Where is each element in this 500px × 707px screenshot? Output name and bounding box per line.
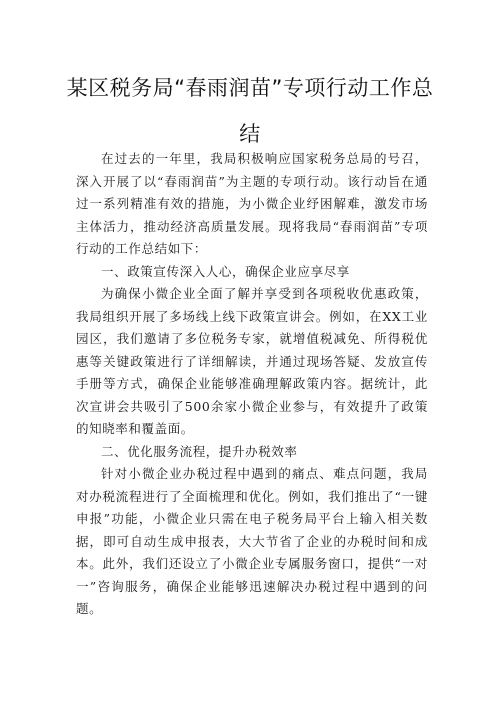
section-heading-1: 一、政策宣传深入人心，确保企业应享尽享 <box>101 263 350 279</box>
document-body <box>76 148 428 621</box>
section-1-paragraph: 为确保小微企业全面了解并享受到各项税收优惠政策，我局组织开展了多场线上线下政策宣讲会。例如，在XX工业园区，我们邀请了多位税务专家，就增值税减免、所得税优惠等关键政策进行了详细解读，并通过现场答疑、发放宣传手册等方式，确保企业能够准确理解政策内容。据统计，此次宣讲会共吸引了500余家小微企业参与，有效提升了政策的知晓率和覆盖面。 <box>76 286 428 436</box>
section-2-paragraph: 针对小微企业办税过程中遇到的痛点、难点问题，我局对办税流程进行了全面梳理和优化。例如，我们推出了“一键申报”功能，小微企业只需在电子税务局平台上输入相关数据，即可自动生成申报表，大大节省了企业的办税时间和成本。此外，我们还设立了小微企业专属服务窗口，提供“一对一”咨询服务，确保企业能够迅速解决办税过程中遇到的问题。 <box>76 466 428 616</box>
document-title-line-1: 某区税务局“春雨润苗”专项行动工作总 <box>66 76 434 100</box>
intro-paragraph: 在过去的一年里，我局积极响应国家税务总局的号召，深入开展了以“春雨润苗”为主题的专项行动。该行动旨在通过一系列精准有效的措施，为小微企业纾困解难，激发市场主体活力，推动经济高质量发展。现将我局“春雨润苗”专项行动的工作总结如下： <box>76 151 428 256</box>
section-heading-2: 二、优化服务流程，提升办税效率 <box>101 443 298 459</box>
document-title-line-2: 结 <box>239 122 261 146</box>
